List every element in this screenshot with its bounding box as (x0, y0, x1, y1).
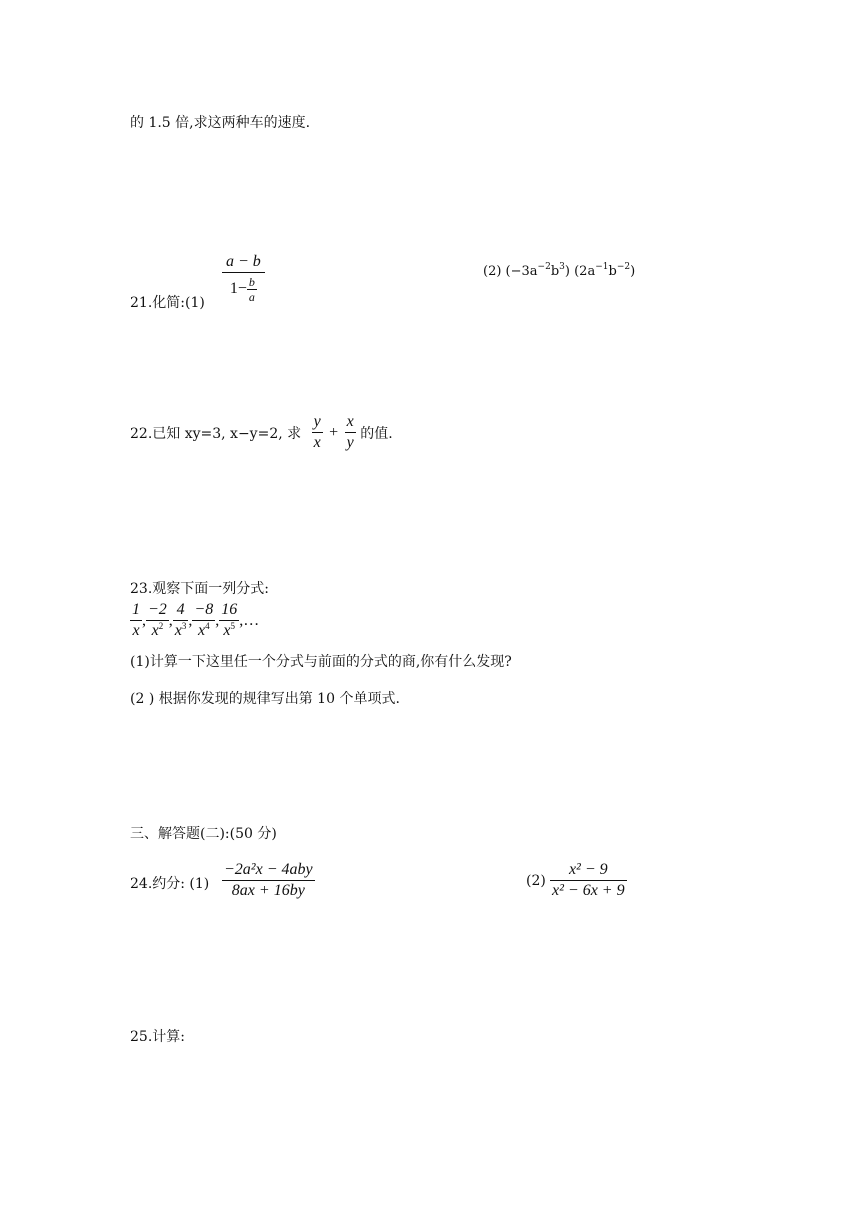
q23-term-1-num: 1 (130, 600, 142, 621)
q23-sub-2: (2 ) 根据你发现的规律写出第 10 个单项式. (130, 691, 400, 707)
q23-term-1 (130, 600, 142, 641)
q22-fraction-1 (312, 412, 323, 453)
q21-p2-text-d: b (608, 264, 617, 279)
q21-p2-text-b: b (550, 264, 560, 279)
q22-f1-num: y (312, 412, 323, 433)
q21-p2-exp1: −2 (537, 262, 551, 272)
q21-fraction-1-denominator (222, 273, 265, 305)
q23-term-4-base: x (198, 622, 206, 639)
q21-part-2 (483, 264, 635, 279)
q21-p2-exp3: −1 (595, 262, 609, 272)
q23-term-5-num: 16 (219, 600, 239, 621)
q22-line (130, 412, 393, 453)
q23-term-2-den (146, 621, 169, 641)
q22-f1-den: x (313, 434, 321, 451)
q21-p2-exp4: −2 (616, 262, 631, 272)
q25-label: 25.计算: (130, 1029, 185, 1045)
q24-fraction-1 (222, 860, 315, 901)
q23-term-2 (146, 600, 169, 641)
q23-term-4-den (192, 621, 215, 641)
q24-part-2-label: (2) (526, 873, 546, 889)
q23-term-2-base: x (151, 622, 159, 639)
q23-sub-1: (1)计算一下这里任一个分式与前面的分式的商,你有什么发现? (130, 654, 512, 670)
q23-term-4 (192, 600, 215, 641)
section-3-title: 三、解答题(二):(50 分) (130, 826, 277, 842)
intro-line: 的 1.5 倍,求这两种车的速度. (130, 115, 311, 131)
q21-p2-text-a: (2) (−3a (483, 264, 538, 279)
q22-f2-num: x (345, 412, 356, 433)
q23-sequence: $\frac{1}{x}$ , $\frac{-2}{x^2}$ , $\frac{4}{x^3}$ , $\frac{-8}{x^4}$ , $\frac{16}{x^5}$ ,… (132, 601, 260, 639)
q23-term-5-exp: 5 (230, 621, 235, 631)
q23-term-4-num: −8 (192, 600, 215, 621)
q22-text-b: 的值. (360, 425, 393, 442)
q21-p2-text-e: ) (630, 264, 636, 279)
q23-term-3 (173, 600, 189, 641)
q21-nested-numerator: b (248, 274, 255, 289)
q24-label: 24.约分: (1) (130, 876, 210, 892)
q23-term-3-base: x (174, 622, 182, 639)
q24-f2-den: x² − 6x + 9 (552, 882, 625, 899)
q22-plus: + (329, 423, 339, 441)
q23-term-5 (219, 600, 239, 641)
q21-p2-text-c: ) (2a (564, 264, 596, 279)
q23-title: 23.观察下面一列分式: (130, 581, 269, 597)
q21-den-prefix: 1− (229, 280, 247, 297)
q24-f1-num: −2a²x − 4aby (222, 860, 315, 881)
q23-term-1-den (130, 621, 142, 641)
q23-ellipsis: ,… (239, 611, 260, 629)
q23-term-3-num: 4 (173, 600, 189, 621)
q22-text-a: 22.已知 xy=3, x−y=2, 求 (130, 425, 302, 442)
q23-term-1-base: x (132, 622, 140, 639)
q21-p2-exp2: 3 (559, 262, 565, 272)
q22-f2-den: y (346, 434, 354, 451)
q21-fraction-1-numerator: a − b (222, 252, 265, 273)
q21-nested-denominator: a (248, 289, 255, 304)
q23-term-2-exp: 2 (158, 621, 164, 631)
q24-f2-num: x² − 9 (550, 860, 627, 881)
q23-term-4-exp: 4 (205, 621, 210, 631)
q21-label: 21.化简:(1) (130, 295, 205, 311)
q24-f1-den: 8ax + 16by (231, 882, 305, 899)
q23-term-5-den (219, 621, 239, 641)
q23-term-3-den (173, 621, 189, 641)
q24-fraction-2 (550, 860, 627, 901)
q23-term-2-num: −2 (146, 600, 169, 621)
q22-fraction-2 (345, 412, 356, 453)
q23-term-5-base: x (223, 622, 231, 639)
q23-term-3-exp: 3 (181, 621, 187, 631)
q21-fraction-1 (222, 252, 265, 305)
